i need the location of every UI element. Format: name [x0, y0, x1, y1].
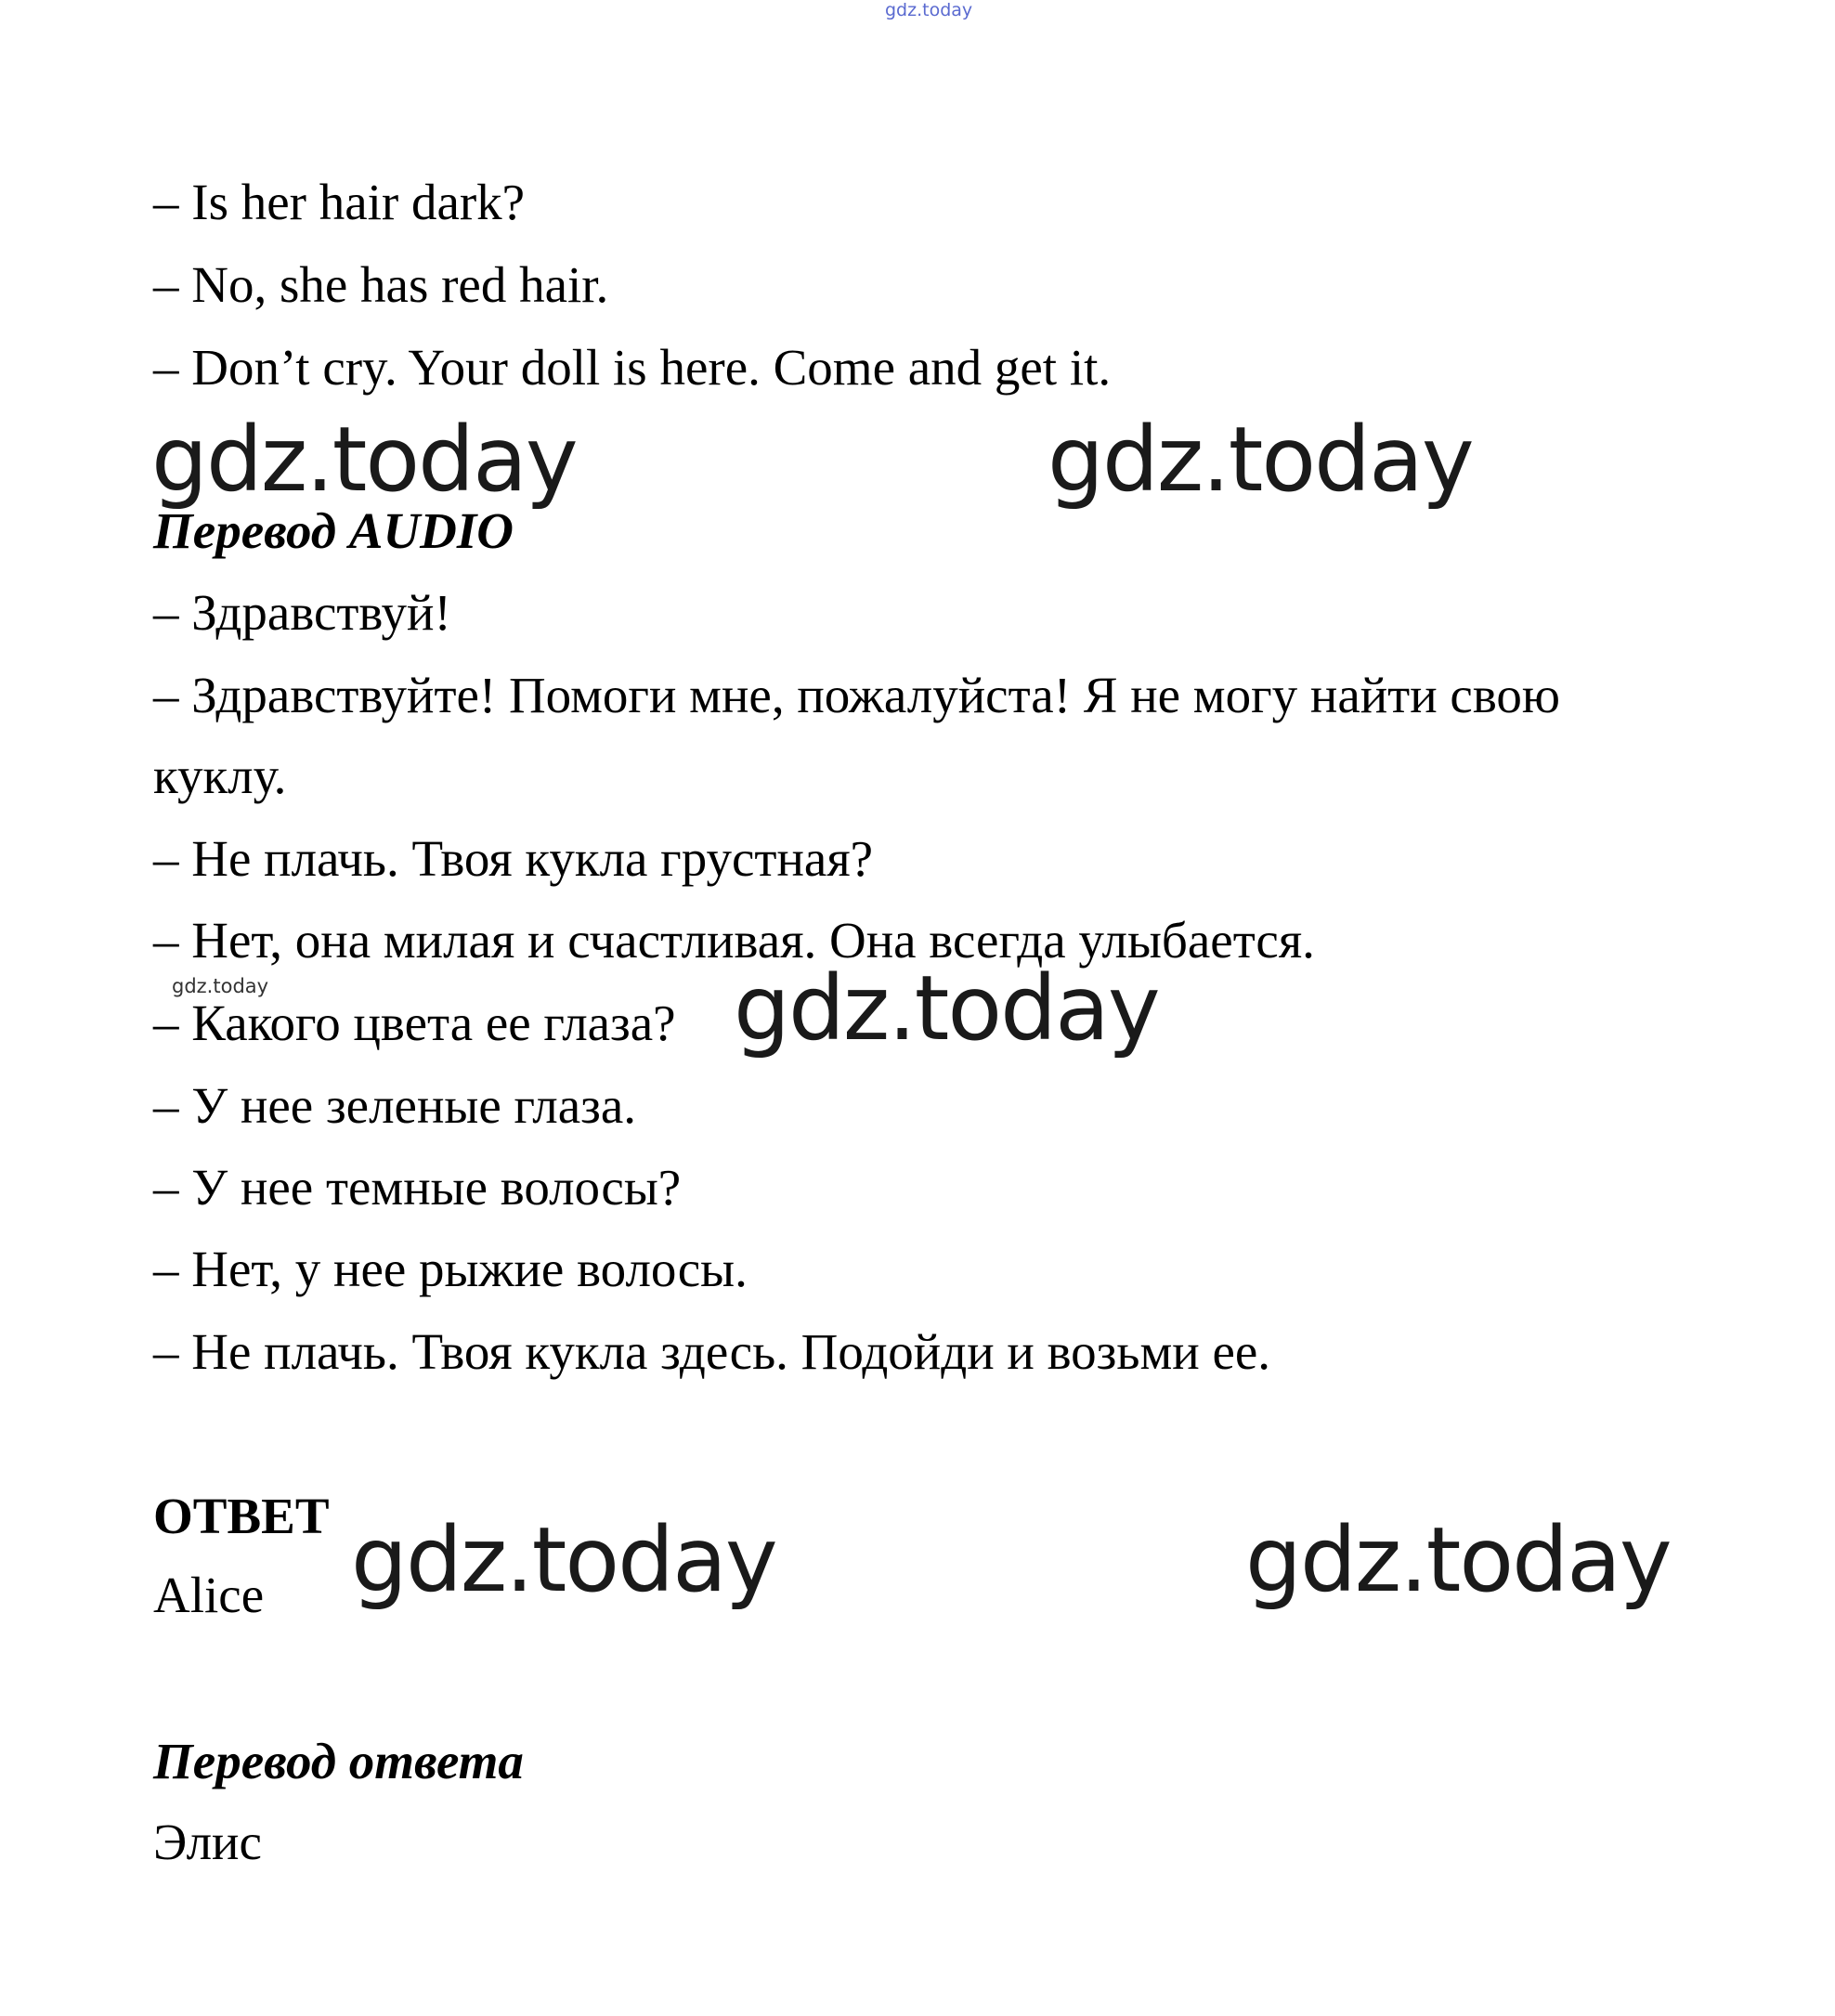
translation-line: – Нет, у нее рыжие волосы.: [153, 1241, 748, 1297]
translation-line: – Здравствуй!: [153, 584, 451, 641]
watermark: gdz.today: [1245, 1508, 1671, 1612]
translation-line: – У нее зеленые глаза.: [153, 1077, 637, 1134]
watermark: gdz.today: [1048, 408, 1473, 512]
answer-text: Alice: [153, 1567, 265, 1623]
dialogue-line: – Is her hair dark?: [153, 174, 526, 230]
watermark: gdz.today: [734, 956, 1159, 1060]
answer-heading: ОТВЕТ: [153, 1488, 330, 1544]
translation-heading: Перевод AUDIO: [153, 502, 514, 559]
dialogue-line: – Don’t cry. Your doll is here. Come and get it.: [153, 339, 1112, 396]
answer-translation-text: Элис: [153, 1814, 262, 1870]
answer-translation-heading: Перевод ответа: [153, 1733, 524, 1789]
translation-line: – Не плачь. Твоя кукла грустная?: [153, 830, 874, 887]
watermark-small: gdz.today: [172, 975, 269, 997]
dialogue-line: – No, she has red hair.: [153, 256, 609, 313]
watermark: gdz.today: [351, 1508, 776, 1612]
translation-line: куклу.: [153, 748, 287, 804]
translation-line: – Нет, она милая и счастливая. Она всегда улыбается.: [153, 912, 1315, 969]
translation-line: – Не плачь. Твоя кукла здесь. Подойди и возьми ее.: [153, 1323, 1271, 1380]
watermark: gdz.today: [151, 408, 577, 512]
translation-line: – Здравствуйте! Помоги мне, пожалуйста! Я не могу найти свою: [153, 667, 1560, 723]
translation-line: – Какого цвета ее глаза?: [153, 995, 676, 1051]
site-mark-top: gdz.today: [885, 0, 973, 20]
translation-line: – У нее темные волосы?: [153, 1159, 682, 1216]
